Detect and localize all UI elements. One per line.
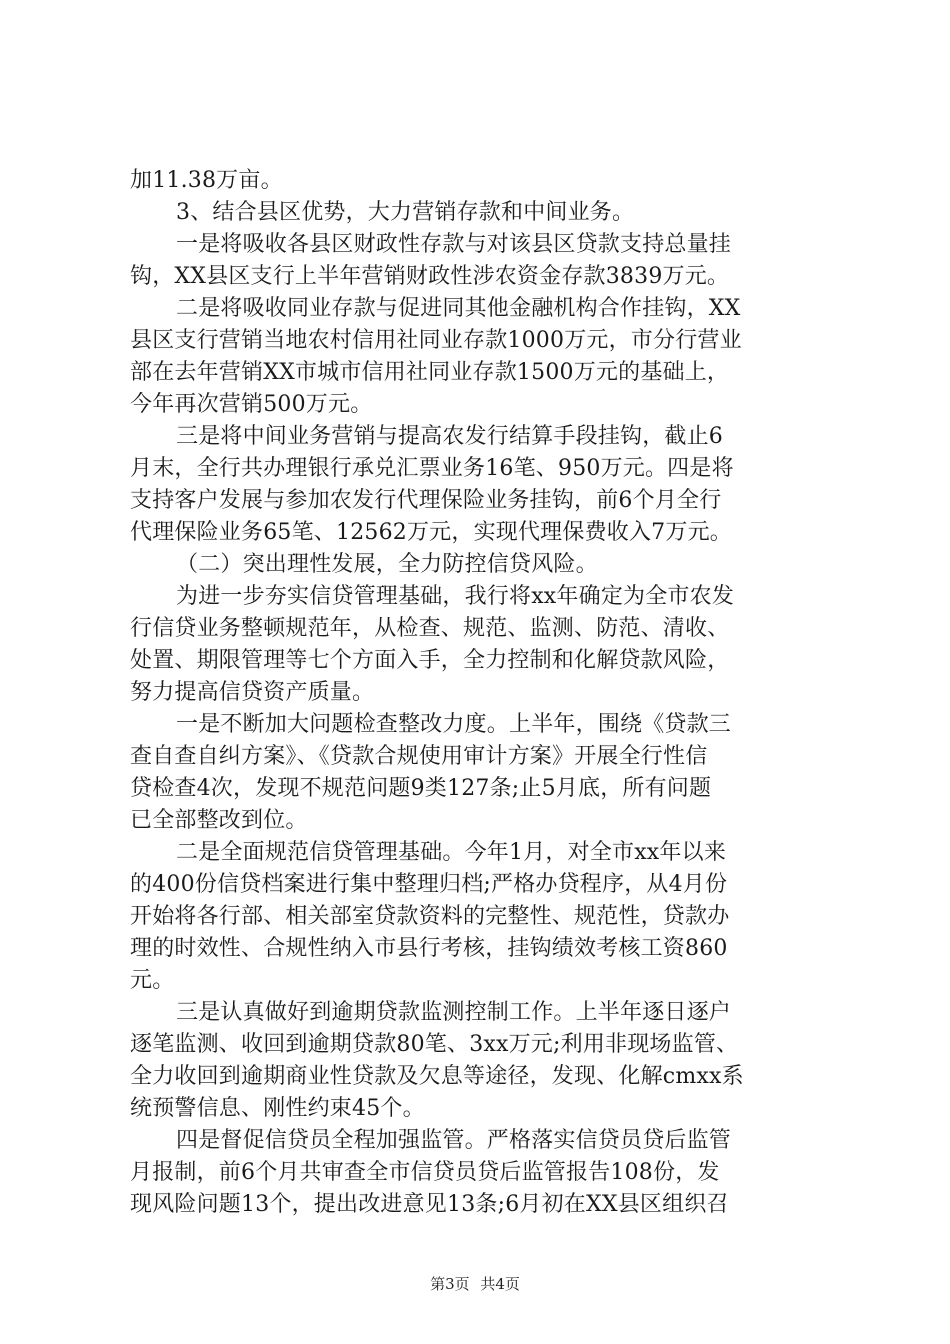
text-line: 已全部整改到位。	[130, 808, 308, 833]
text-line: 现风险问题13个，提出改进意见13条;6月初在XX县区组织召	[130, 1192, 729, 1217]
text-line: 代理保险业务65笔、12562万元，实现代理保费收入7万元。	[130, 520, 732, 545]
text-line: 三是认真做好到逾期贷款监测控制工作。上半年逐日逐户	[176, 1000, 732, 1025]
page-number: 第3页	[430, 1275, 470, 1293]
text-line: 县区支行营销当地农村信用社同业存款1000万元，市分行营业	[130, 328, 742, 353]
text-line: 元。	[130, 968, 175, 993]
page-total: 共4页	[480, 1275, 520, 1293]
text-line: 统预警信息、刚性约束45个。	[130, 1096, 425, 1121]
text-line: 处置、期限管理等七个方面入手，全力控制和化解贷款风险，	[130, 648, 730, 673]
text-line: 加11.38万亩。	[130, 168, 283, 193]
text-line: 今年再次营销500万元。	[130, 392, 373, 417]
text-line: 的400份信贷档案进行集中整理归档;严格办贷程序，从4月份	[130, 872, 728, 897]
text-line: 部在去年营销XX市城市信用社同业存款1500万元的基础上，	[130, 360, 730, 385]
text-line: 二是将吸收同业存款与促进同其他金融机构合作挂钩，XX	[176, 296, 741, 321]
text-line: 理的时效性、合规性纳入市县行考核，挂钩绩效考核工资860	[130, 936, 728, 961]
text-line: 3、结合县区优势，大力营销存款和中间业务。	[176, 200, 635, 225]
document-body	[130, 165, 830, 1221]
text-line: 一是将吸收各县区财政性存款与对该县区贷款支持总量挂	[176, 232, 732, 257]
text-line: 一是不断加大问题检查整改力度。上半年，围绕《贷款三	[176, 712, 732, 737]
text-line: 贷检查4次，发现不规范问题9类127条;止5月底，所有问题	[130, 776, 712, 801]
text-line: 开始将各行部、相关部室贷款资料的完整性、规范性，贷款办	[130, 904, 730, 929]
text-line: 为进一步夯实信贷管理基础，我行将xx年确定为全市农发	[176, 584, 735, 609]
text-line: 月末，全行共办理银行承兑汇票业务16笔、950万元。四是将	[130, 456, 734, 481]
text-line: 支持客户发展与参加农发行代理保险业务挂钩，前6个月全行	[130, 488, 722, 513]
text-line: （二）突出理性发展，全力防控信贷风险。	[176, 552, 598, 577]
text-line: 行信贷业务整顿规范年，从检查、规范、监测、防范、清收、	[130, 616, 730, 641]
text-line: 钩，XX县区支行上半年营销财政性涉农资金存款3839万元。	[130, 264, 730, 289]
page-footer	[0, 1273, 950, 1294]
text-line: 月报制，前6个月共审查全市信贷员贷后监管报告108份，发	[130, 1160, 720, 1185]
text-line: 逐笔监测、收回到逾期贷款80笔、3xx万元;利用非现场监管、	[130, 1032, 739, 1057]
text-line: 二是全面规范信贷管理基础。今年1月，对全市xx年以来	[176, 840, 727, 865]
text-line: 全力收回到逾期商业性贷款及欠息等途径，发现、化解cmxx系	[130, 1064, 744, 1089]
text-line: 三是将中间业务营销与提高农发行结算手段挂钩，截止6	[176, 424, 723, 449]
text-line: 查自查自纠方案》、《贷款合规使用审计方案》开展全行性信	[130, 744, 708, 769]
text-line: 四是督促信贷员全程加强监管。严格落实信贷员贷后监管	[176, 1128, 732, 1153]
text-line: 努力提高信贷资产质量。	[130, 680, 375, 705]
